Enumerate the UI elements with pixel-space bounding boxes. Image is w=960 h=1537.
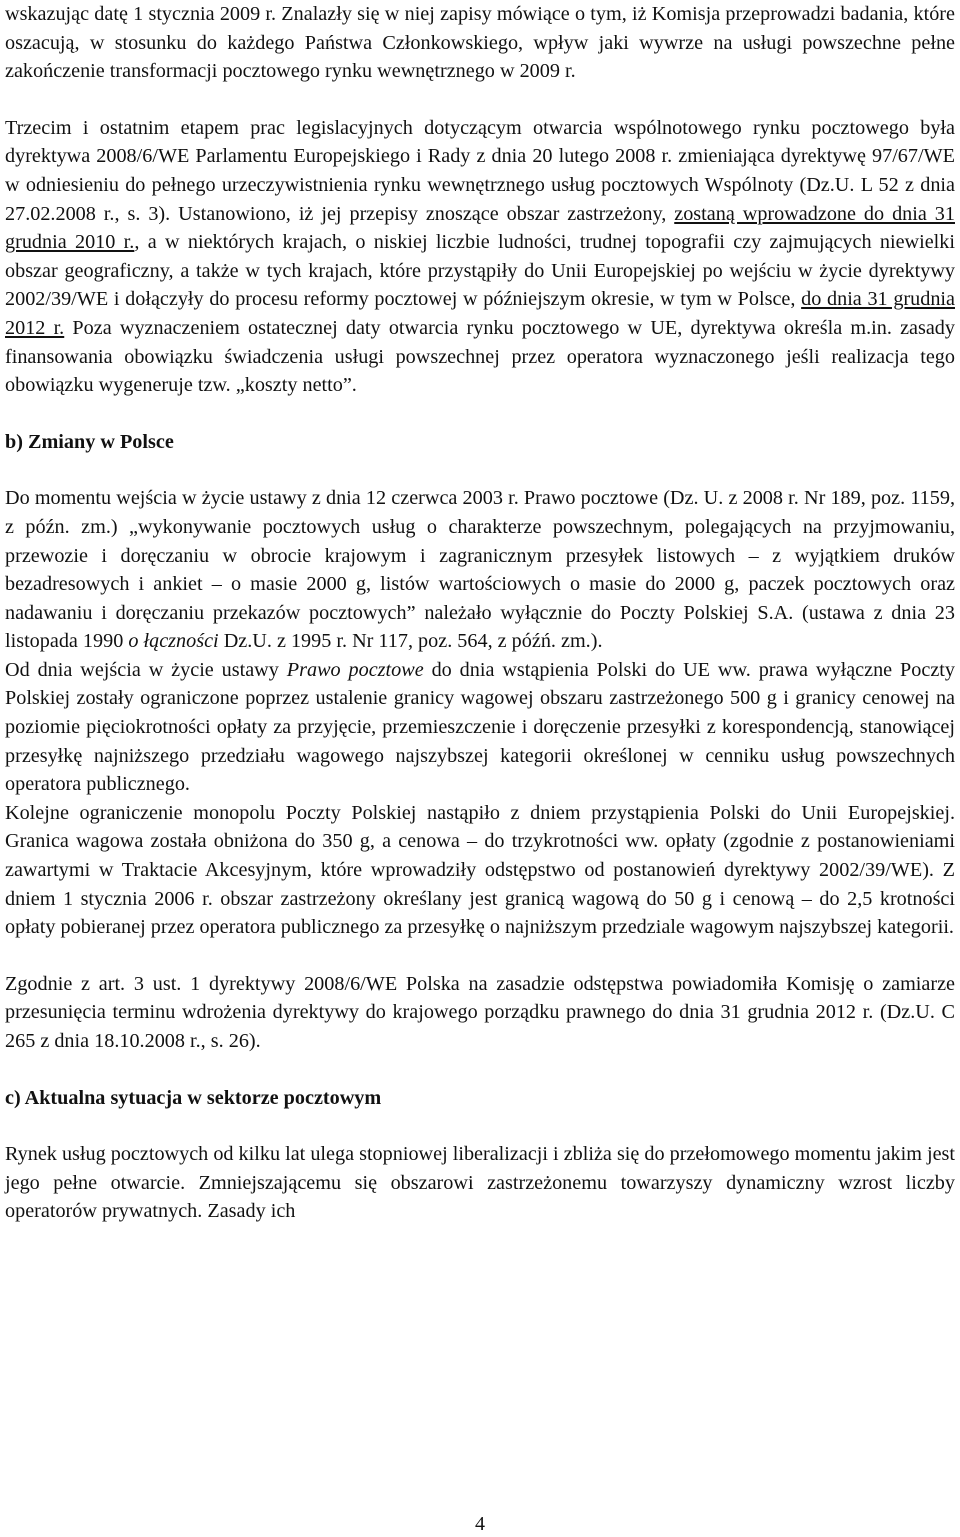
paragraph-7-text: Rynek usług pocztowych od kilku lat ulega stopniowej liberalizacji i zbliża się do przełomowego momentu jakim jest jego pełne otwarcie. Zmniejszającemu się obszarowi zastrzeżonemu towarzyszy dynamiczny wzrost liczby operatorów prywatnych. Zasady ich [5,1143,956,1223]
document-page [5,0,955,1226]
paragraph-spacer [5,1056,955,1084]
act-name-italic: o łączności [128,630,219,653]
paragraph-5 [5,799,955,942]
postal-law-italic: Prawo pocztowe [286,658,424,681]
paragraph-spacer [5,456,955,484]
paragraph-2-text-c: Poza wyznaczeniem ostatecznej daty otwarcia rynku pocztowego w UE, dyrektywa określa m.in. zasady finansowania obowiązku świadczenia usługi powszechnej przez operatora wyznaczonego jeśli realizacja tego obowiązku wygeneruje tzw. „koszty netto”. [5,316,955,397]
paragraph-spacer [5,1112,955,1140]
page-number: 4 [475,1513,485,1535]
paragraph-spacer [5,400,955,428]
section-heading-c: c) Aktualna sytuacja w sektorze pocztowym [5,1086,382,1109]
deadline-2010-underlined: zostaną wprowadzone do dnia 31 grudnia 2010 r. [5,202,955,254]
paragraph-1-text: wskazując datę 1 stycznia 2009 r. Znalazły się w niej zapisy mówiące o tym, iż Komisja przeprowadzi badania, które oszacują, w stosunku do każdego Państwa Członkowskiego, wpływ jaki wywrze na usługi powszechne pełne zakończenie transformacji pocztowego rynku wewnętrznego w 2009 r. [5,3,955,83]
paragraph-4-text-a: Od dnia wejścia w życie ustawy [5,658,287,681]
paragraph-2 [5,114,955,400]
paragraph-spacer [5,86,955,114]
paragraph-5-text: Kolejne ograniczenie monopolu Poczty Polskiej nastąpiło z dniem przystąpienia Polski do Unii Europejskiej. Granica wagowa została obniżona do 350 g, a cenowa – do trzykrotności ww. opłaty (zgodnie z postanowieniami zawartymi w Traktacie Akcesyjnym, które wprowadziły odstępstwo od postanowień dyrektywy 2002/39/WE). Z dniem 1 stycznia 2006 r. obszar zastrzeżony określany jest granicą wagową do 50 g i cenową – do 2,5 krotności opłaty pobieranej przez operatora publicznego za przesyłkę o najniższym przedziale wagowym najszybszej kategorii. [5,801,955,939]
paragraph-7 [5,1140,955,1226]
section-heading-b: b) Zmiany w Polsce [5,430,174,453]
paragraph-4-text-b: do dnia wstąpienia Polski do UE ww. prawa wyłączne Poczty Polskiej zostały ograniczone poprzez ustalenie granicy wagowej obszaru zastrzeżonego 500 g i granicy cenowej na poziomie pięciokrotności opłaty za przyjęcie, przemieszczenie i doręczenie przesyłki z korespondencją, stanowiącej przesyłkę najniższego przedziału wagowego najszybszej kategorii określonej w cenniku usług powszechnych operatora publicznego. [5,658,955,796]
paragraph-6-text: Zgodnie z art. 3 ust. 1 dyrektywy 2008/6/WE Polska na zasadzie odstępstwa powiadomiła Komisję o zamiarze przesunięcia terminu wdrożenia dyrektywy do krajowego porządku prawnego do dnia 31 grudnia 2012 r. (Dz.U. C 265 z dnia 18.10.2008 r., s. 26). [5,972,955,1052]
deadline-2012-underlined: do dnia 31 grudnia 2012 r. [5,288,955,339]
paragraph-3-text-b: Dz.U. z 1995 r. Nr 117, poz. 564, z późń. zm.). [218,630,603,653]
paragraph-3 [5,484,955,656]
paragraph-4 [5,656,955,799]
paragraph-6 [5,970,955,1056]
paragraph-spacer [5,942,955,970]
paragraph-2-text-a: Trzecim i ostatnim etapem prac legislacyjnych dotyczącym otwarcia wspólnotowego rynku pocztowego była dyrektywa 2008/6/WE Parlamentu Europejskiego i Rady z dnia 20 lutego 2008 r. zmieniająca dyrektywę 97/67/WE w odniesieniu do pełnego urzeczywistnienia rynku wewnętrznego usług pocztowych Wspólnoty (Dz.U. L 52 z dnia 27.02.2008 r., s. 3). Ustanowiono, iż jej przepisy znoszące obszar zastrzeżony, [5,116,955,225]
paragraph-2-text-b: , a w niektórych krajach, o niskiej liczbie ludności, trudnej topografii czy zajmujących niewielki obszar geograficzny, a także w tych krajach, które przystąpiły do Unii Europejskiej po wejściu w życie dyrektywy 2002/39/WE i dołączyły do procesu reformy pocztowej w późniejszym okresie, w tym w Polsce, [5,231,955,311]
paragraph-3-text-a: Do momentu wejścia w życie ustawy z dnia 12 czerwca 2003 r. Prawo pocztowe (Dz. U. z 2008 r. Nr 189, poz. 1159, z późn. zm.) „wykonywanie pocztowych usług o charakterze powszechnym, polegających na przyjmowaniu, przewozie i doręczaniu w obrocie krajowym i zagranicznym przesyłek listowych – z wyjątkiem druków bezadresowych i ankiet – o masie 2000 g, listów wartościowych o masie do 2000 g, paczek pocztowych oraz nadawaniu i doręczaniu przekazów pocztowych” należało wyłącznie do Poczty Polskiej S.A. (ustawa z dnia 23 listopada 1990 [5,487,955,653]
paragraph-1 [5,0,955,86]
